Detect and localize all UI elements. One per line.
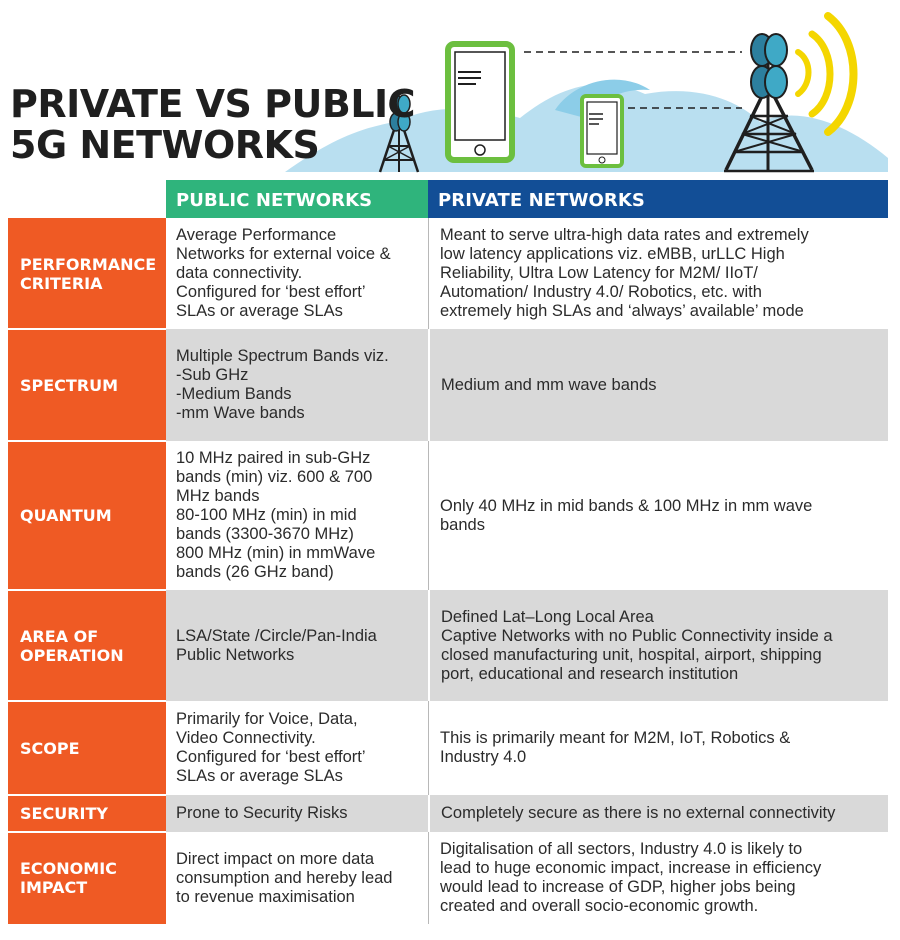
- phone-large-icon: [448, 44, 512, 160]
- label-divider: [8, 700, 166, 702]
- row-spectrum: [8, 329, 888, 441]
- label-divider: [8, 328, 166, 330]
- row-label: ECONOMIC IMPACT: [8, 832, 166, 924]
- public-cell: 10 MHz paired in sub-GHz bands (min) viz. 600 & 700 MHz bands 80-100 MHz (min) in mid bands (3300-3670 MHz) 800 MHz (min) in mmWave bands (26 GHz band): [166, 441, 428, 590]
- hero-banner: [0, 0, 900, 178]
- private-cell: Only 40 MHz in mid bands & 100 MHz in mm wave bands: [428, 441, 888, 590]
- private-cell: Medium and mm wave bands: [428, 329, 888, 441]
- public-cell: Prone to Security Risks: [166, 795, 428, 832]
- label-divider: [8, 440, 166, 442]
- row-quantum: [8, 441, 888, 590]
- phone-small-icon: [582, 96, 622, 166]
- public-cell: Primarily for Voice, Data, Video Connectivity. Configured for ‘best effort’ SLAs or average SLAs: [166, 701, 428, 795]
- row-label: AREA OF OPERATION: [8, 590, 166, 701]
- private-cell: Completely secure as there is no external connectivity: [428, 795, 888, 832]
- row-label: SECURITY: [8, 795, 166, 832]
- row-label: SPECTRUM: [8, 329, 166, 441]
- row-security: [8, 795, 888, 832]
- row-scope: [8, 701, 888, 795]
- public-cell: LSA/State /Circle/Pan-India Public Networks: [166, 590, 428, 701]
- header-private-networks: PRIVATE NETWORKS: [428, 180, 888, 218]
- row-economic-impact: [8, 832, 888, 924]
- header-public-networks: PUBLIC NETWORKS: [166, 180, 428, 218]
- title-line-1: PRIVATE VS PUBLIC: [10, 82, 416, 126]
- row-performance-criteria: [8, 218, 888, 329]
- public-cell: Multiple Spectrum Bands viz. -Sub GHz -Medium Bands -mm Wave bands: [166, 329, 428, 441]
- signal-waves-icon: [798, 16, 854, 132]
- public-cell: Average Performance Networks for external voice & data connectivity. Configured for ‘best effort’ SLAs or average SLAs: [166, 218, 428, 329]
- private-cell: Defined Lat–Long Local Area Captive Networks with no Public Connectivity inside a closed manufacturing unit, hospital, airport, shipping port, educational and research institution: [428, 590, 888, 701]
- label-divider: [8, 794, 166, 796]
- label-divider: [8, 589, 166, 591]
- row-label: QUANTUM: [8, 441, 166, 590]
- title-line-2: 5G NETWORKS: [10, 123, 320, 167]
- page-title: [10, 84, 415, 166]
- row-label: SCOPE: [8, 701, 166, 795]
- private-cell: Digitalisation of all sectors, Industry 4.0 is likely to lead to huge economic impact, increase in efficiency would lead to increase of GDP, higher jobs being created and overall socio-economic growth.: [428, 832, 888, 924]
- public-cell: Direct impact on more data consumption and hereby lead to revenue maximisation: [166, 832, 428, 924]
- label-divider: [8, 831, 166, 833]
- row-label: PERFORMANCE CRITERIA: [8, 218, 166, 329]
- row-area-of-operation: [8, 590, 888, 701]
- private-cell: This is primarily meant for M2M, IoT, Robotics & Industry 4.0: [428, 701, 888, 795]
- private-cell: Meant to serve ultra-high data rates and extremely low latency applications viz. eMBB, urLLC High Reliability, Ultra Low Latency for M2M/ IIoT/ Automation/ Industry 4.0/ Robotics, etc. with extremely high SLAs and ‘always’ available’ mode: [428, 218, 888, 329]
